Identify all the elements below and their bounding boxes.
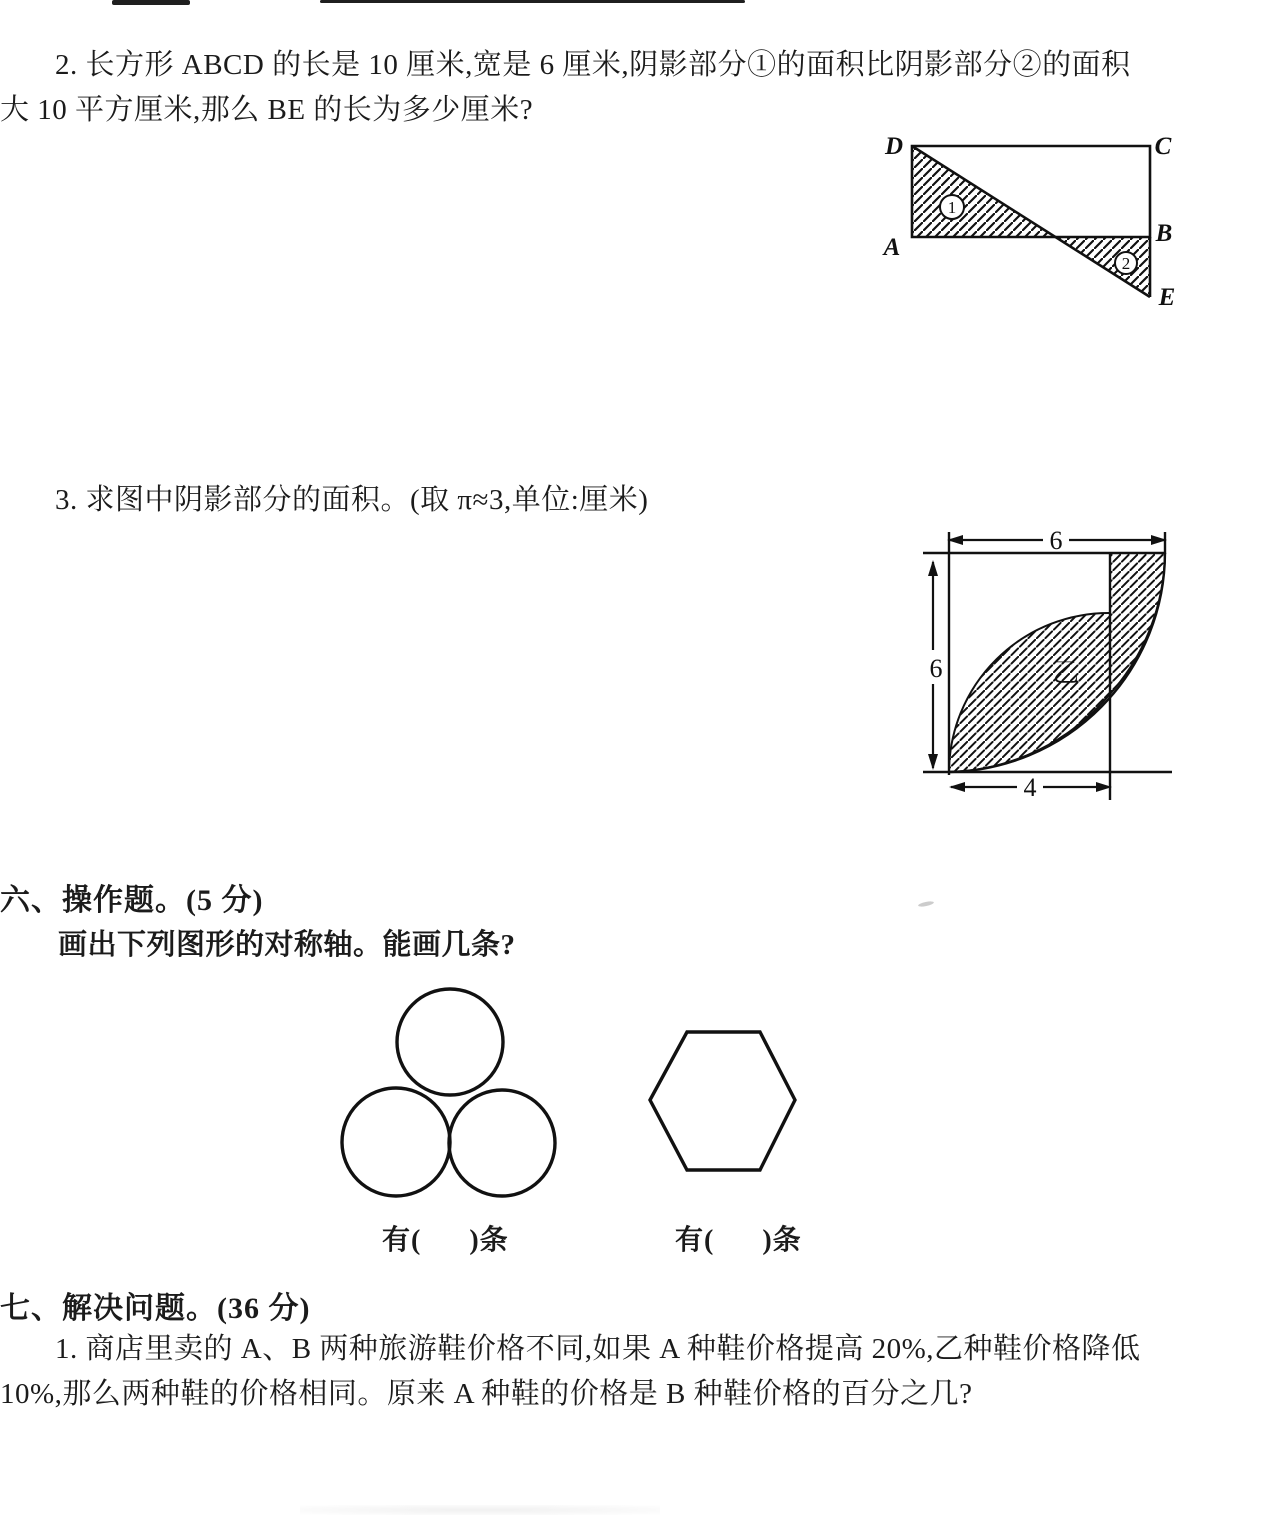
shaded-leaf-region xyxy=(949,613,1110,772)
question3-line1: 3. 求图中阴影部分的面积。(取 π≈3,单位:厘米) xyxy=(55,484,649,516)
page-crop-artifact xyxy=(320,0,745,3)
figure-hexagon xyxy=(645,1023,805,1175)
label-vertex-b: B xyxy=(1155,220,1173,247)
arrowhead-left xyxy=(949,782,965,792)
label-vertex-a: A xyxy=(883,234,901,261)
arrowhead-down xyxy=(928,754,938,770)
dimension-bottom-value: 4 xyxy=(1023,773,1037,802)
dimension-top-value: 6 xyxy=(1049,526,1063,555)
figure-rectangle-abcd xyxy=(878,123,1178,315)
section7-q1-line1: 1. 商店里卖的 A、B 两种旅游鞋价格不同,如果 A 种鞋价格提高 20%,乙种鞋价格降低 xyxy=(55,1333,1141,1365)
section7-q1-line2: 10%,那么两种鞋的价格相同。原来 A 种鞋的价格是 B 种鞋价格的百分之几? xyxy=(0,1378,973,1410)
region-1-badge xyxy=(940,195,964,219)
scan-shadow xyxy=(300,1505,660,1515)
dimension-top xyxy=(947,526,1167,555)
circle-top xyxy=(397,989,503,1095)
circle-bottom-right xyxy=(449,1090,555,1196)
region-2-number: 2 xyxy=(1121,254,1131,273)
label-vertex-e: E xyxy=(1158,284,1176,311)
hexagon-outline xyxy=(650,1032,795,1170)
dimension-left xyxy=(928,560,943,770)
dimension-left-value: 6 xyxy=(929,654,943,683)
figure-shaded-leaf xyxy=(900,520,1280,812)
region-2-badge xyxy=(1115,252,1137,274)
arrowhead-up xyxy=(928,560,938,576)
question2-line1: 2. 长方形 ABCD 的长是 10 厘米,宽是 6 厘米,阴影部分①的面积比阴影部分②的面积 xyxy=(55,49,1131,81)
question2-line2: 大 10 平方厘米,那么 BE 的长为多少厘米? xyxy=(0,94,534,126)
label-vertex-c: C xyxy=(1154,133,1172,160)
figure-three-circles xyxy=(335,975,575,1215)
section6-prompt: 画出下列图形的对称轴。能画几条? xyxy=(58,929,516,961)
answer-blank-hexagon: 有( )条 xyxy=(675,1225,802,1256)
dimension-bottom xyxy=(949,773,1112,802)
leaf-region-label: 乙 xyxy=(1052,658,1080,688)
label-vertex-d: D xyxy=(884,133,904,160)
section7-title: 七、解决问题。(36 分) xyxy=(0,1292,311,1325)
shaded-corner-region xyxy=(1110,553,1165,694)
circle-bottom-left xyxy=(342,1088,450,1196)
page-crop-artifact xyxy=(112,0,190,5)
section6-title: 六、操作题。(5 分) xyxy=(0,884,264,917)
region-1-number: 1 xyxy=(947,198,957,217)
answer-blank-circles: 有( )条 xyxy=(382,1225,509,1256)
scan-smudge xyxy=(918,900,934,907)
